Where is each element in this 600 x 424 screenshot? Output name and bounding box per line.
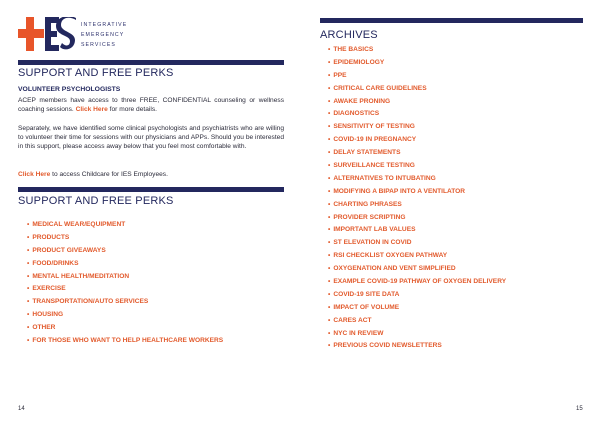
bullet-icon: • xyxy=(328,200,331,208)
archive-link[interactable] xyxy=(328,186,506,199)
perk-link[interactable] xyxy=(27,258,223,271)
archive-link[interactable] xyxy=(328,121,506,134)
bullet-icon: • xyxy=(27,272,30,280)
perk-link-label: FOR THOSE WHO WANT TO HELP HEALTHCARE WORKERS xyxy=(32,337,224,345)
perk-link-label: EXERCISE xyxy=(32,285,66,293)
logo-wordmark xyxy=(81,20,127,50)
bullet-icon: • xyxy=(328,252,331,260)
archive-link-label: SURVEILLANCE TESTING xyxy=(333,162,415,170)
perk-link[interactable] xyxy=(27,283,223,296)
perk-link[interactable] xyxy=(27,219,223,232)
archive-link-label: NYC IN REVIEW xyxy=(333,329,384,337)
bullet-icon: • xyxy=(328,136,331,144)
bullet-icon: • xyxy=(328,316,331,324)
ies-logo xyxy=(18,17,138,53)
bullet-icon: • xyxy=(27,337,30,345)
archive-link[interactable] xyxy=(328,250,506,263)
bullet-icon: • xyxy=(27,233,30,241)
bullet-icon: • xyxy=(328,149,331,157)
archive-link[interactable] xyxy=(328,224,506,237)
childcare-tail-text: to access Childcare for IES Employees. xyxy=(52,171,168,178)
archive-link[interactable] xyxy=(328,237,506,250)
bullet-icon: • xyxy=(328,58,331,66)
bullet-icon: • xyxy=(328,265,331,273)
perk-link[interactable] xyxy=(27,271,223,284)
page-number-right: 15 xyxy=(576,406,583,412)
logo-line-1: INTEGRATIVE xyxy=(81,22,128,28)
archive-link-label: PREVIOUS COVID NEWSLETTERS xyxy=(333,342,442,350)
archive-link-label: IMPACT OF VOLUME xyxy=(333,303,400,311)
archive-link-label: IMPORTANT LAB VALUES xyxy=(333,226,416,234)
perk-link[interactable] xyxy=(27,309,223,322)
archive-link[interactable] xyxy=(328,302,506,315)
perk-link[interactable] xyxy=(27,245,223,258)
perk-link-label: OTHER xyxy=(32,324,56,332)
archive-link[interactable] xyxy=(328,328,506,341)
archive-link[interactable] xyxy=(328,276,506,289)
bullet-icon: • xyxy=(328,97,331,105)
bullet-icon: • xyxy=(27,311,30,319)
bullet-icon: • xyxy=(328,278,331,286)
archive-link-label: COVID-19 IN PREGNANCY xyxy=(333,136,417,144)
archive-link[interactable] xyxy=(328,212,506,225)
archive-link-label: OXYGENATION AND VENT SIMPLIFIED xyxy=(333,265,456,273)
archive-link-label: THE BASICS xyxy=(333,46,374,53)
logo-line-3: SERVICES xyxy=(81,42,116,48)
bullet-icon: • xyxy=(328,110,331,118)
perk-link[interactable] xyxy=(27,296,223,309)
archive-link[interactable] xyxy=(328,57,506,70)
archive-link-label: CRITICAL CARE GUIDELINES xyxy=(333,84,427,92)
bullet-icon: • xyxy=(328,46,331,53)
bullet-icon: • xyxy=(27,246,30,254)
bullet-icon: • xyxy=(27,324,30,332)
archive-link-label: ST ELEVATION IN COVID xyxy=(333,239,412,247)
childcare-paragraph xyxy=(18,171,284,180)
section-divider xyxy=(18,187,284,192)
bullet-icon: • xyxy=(27,259,30,267)
archive-link-label: DIAGNOSTICS xyxy=(333,110,380,118)
archive-link-label: EPIDEMIOLOGY xyxy=(333,58,385,66)
perk-link-label: FOOD/DRINKS xyxy=(32,259,79,267)
perk-link[interactable] xyxy=(27,322,223,335)
perk-link-label: PRODUCT GIVEAWAYS xyxy=(32,246,106,254)
bullet-icon: • xyxy=(328,290,331,298)
bullet-icon: • xyxy=(328,213,331,221)
bullet-icon: • xyxy=(27,221,30,228)
bullet-icon: • xyxy=(328,226,331,234)
archive-link[interactable] xyxy=(328,44,506,57)
bullet-icon: • xyxy=(328,342,331,350)
archive-link[interactable] xyxy=(328,160,506,173)
archive-link-label: PPE xyxy=(333,71,347,79)
bullet-icon: • xyxy=(328,329,331,337)
archive-link-label: PROVIDER SCRIPTING xyxy=(333,213,406,221)
bullet-icon: • xyxy=(328,187,331,195)
perk-link-label: PRODUCTS xyxy=(32,233,70,241)
right-page xyxy=(300,0,600,424)
ies-logo-mark xyxy=(18,17,78,51)
bullet-icon: • xyxy=(328,239,331,247)
archive-link-label: EXAMPLE COVID-19 PATHWAY OF OXYGEN DELIVERY xyxy=(333,278,507,286)
page-number-left: 14 xyxy=(18,406,25,412)
archives-heading: ARCHIVES xyxy=(320,29,378,41)
archive-link[interactable] xyxy=(328,147,506,160)
bullet-icon: • xyxy=(328,123,331,131)
volunteer-paragraph: Separately, we have identified some clinical psychologists and psychiatrists who are willing to volunteer their time for sessions with our physicians and APPs. Should you be interested in this support, please access away below that you feel most comfortable with. xyxy=(18,125,284,150)
bullet-icon: • xyxy=(328,71,331,79)
perk-link[interactable] xyxy=(27,232,223,245)
bullet-icon: • xyxy=(328,162,331,170)
perk-link-label: MENTAL HEALTH/MEDITATION xyxy=(32,272,130,280)
archive-link[interactable] xyxy=(328,83,506,96)
bullet-icon: • xyxy=(328,303,331,311)
archive-link[interactable] xyxy=(328,199,506,212)
acep-text: ACEP members have access to three FREE, CONFIDENTIAL counseling or wellness coaching sessions. xyxy=(18,97,284,113)
perk-link-label: HOUSING xyxy=(32,311,64,319)
perk-link[interactable] xyxy=(27,335,223,348)
acep-tail-text: for more details. xyxy=(109,105,157,113)
childcare-click-here-link[interactable]: Click Here xyxy=(18,171,51,178)
archive-link-label: CARES ACT xyxy=(333,316,372,324)
archive-link[interactable] xyxy=(328,108,506,121)
archives-list xyxy=(328,44,506,353)
section-divider xyxy=(18,60,284,65)
archive-link-label: COVID-19 SITE DATA xyxy=(333,290,400,298)
bullet-icon: • xyxy=(328,84,331,92)
archive-link[interactable] xyxy=(328,134,506,147)
archive-link-label: DELAY STATEMENTS xyxy=(333,149,401,157)
bullet-icon: • xyxy=(27,285,30,293)
archive-link-label: RSI CHECKLIST OXYGEN PATHWAY xyxy=(333,252,448,260)
archive-link[interactable] xyxy=(328,96,506,109)
archive-link[interactable] xyxy=(328,289,506,302)
archive-link[interactable] xyxy=(328,70,506,83)
logo-line-2: EMERGENCY xyxy=(81,32,125,38)
bullet-icon: • xyxy=(328,174,331,182)
archive-link[interactable] xyxy=(328,340,506,353)
archive-link-label: ALTERNATIVES TO INTUBATING xyxy=(333,174,436,182)
section-divider xyxy=(320,18,583,23)
perk-link-label: MEDICAL WEAR/EQUIPMENT xyxy=(32,221,126,228)
archive-link[interactable] xyxy=(328,173,506,186)
archive-link-label: AWAKE PRONING xyxy=(333,97,391,105)
perk-link-label: TRANSPORTATION/AUTO SERVICES xyxy=(32,298,149,306)
perks-list xyxy=(27,219,223,348)
archive-link[interactable] xyxy=(328,315,506,328)
bullet-icon: • xyxy=(27,298,30,306)
archive-link[interactable] xyxy=(328,263,506,276)
acep-paragraph xyxy=(18,97,284,115)
support-perks-heading: SUPPORT AND FREE PERKS xyxy=(18,67,174,79)
support-perks-heading-2: SUPPORT AND FREE PERKS xyxy=(18,195,174,207)
acep-click-here-link[interactable]: Click Here xyxy=(75,105,108,113)
archive-link-label: SENSITIVITY OF TESTING xyxy=(333,123,415,131)
archive-link-label: MODIFYING A BIPAP INTO A VENTILATOR xyxy=(333,187,466,195)
archive-link-label: CHARTING PHRASES xyxy=(333,200,402,208)
volunteer-psychologists-heading: VOLUNTEER PSYCHOLOGISTS xyxy=(18,86,121,93)
